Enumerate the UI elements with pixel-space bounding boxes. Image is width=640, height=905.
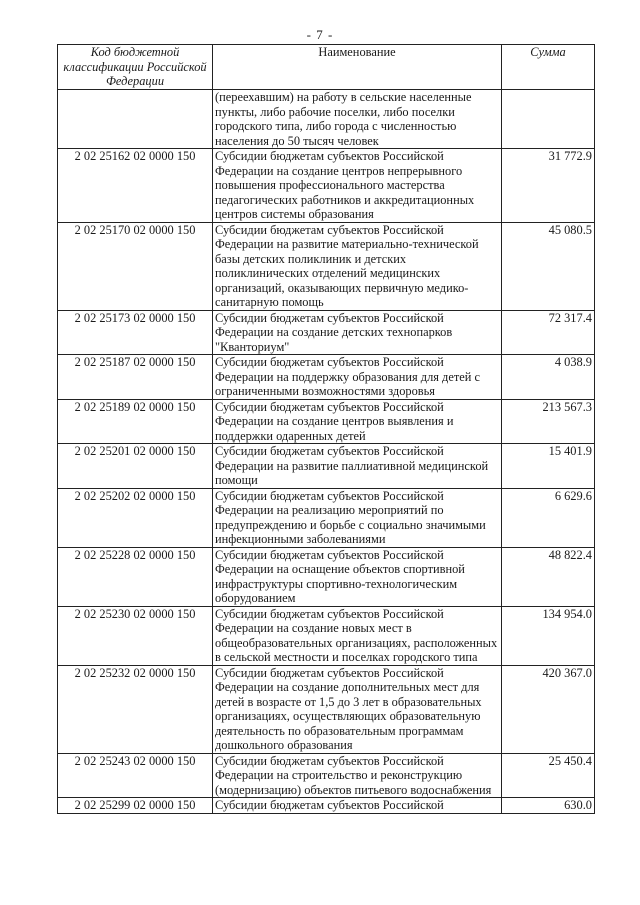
table-row (58, 90, 595, 149)
row-code: 2 02 25228 02 0000 150 (58, 547, 213, 606)
row-code: 2 02 25189 02 0000 150 (58, 399, 213, 444)
row-name: Субсидии бюджетам субъектов Российской Федерации на оснащение объектов спортивной инфраструктуры спортивно-технологическим оборудованием (213, 547, 502, 606)
row-sum (502, 90, 595, 149)
table-row (58, 665, 595, 753)
row-name: Субсидии бюджетам субъектов Российской Федерации на создание новых мест в общеобразовательных организациях, расположенных в сельской местности и поселках городского типа (213, 606, 502, 665)
table-row (58, 547, 595, 606)
row-code (58, 90, 213, 149)
page-number: - 7 - (306, 27, 334, 42)
row-sum: 630.0 (502, 798, 595, 814)
row-sum: 45 080.5 (502, 222, 595, 310)
row-sum: 4 038.9 (502, 355, 595, 400)
row-name: Субсидии бюджетам субъектов Российской Федерации на создание центров непрерывного повышения профессионального мастерства педагогических работников и аккредитационных центров системы образования (213, 149, 502, 223)
table-row (58, 753, 595, 798)
row-code: 2 02 25187 02 0000 150 (58, 355, 213, 400)
row-sum: 6 629.6 (502, 488, 595, 547)
row-code: 2 02 25173 02 0000 150 (58, 310, 213, 355)
row-name: Субсидии бюджетам субъектов Российской Федерации на развитие паллиативной медицинской помощи (213, 444, 502, 489)
row-sum: 72 317.4 (502, 310, 595, 355)
budget-table (57, 44, 595, 814)
row-name: Субсидии бюджетам субъектов Российской Федерации на строительство и реконструкцию (модернизацию) объектов питьевого водоснабжения (213, 753, 502, 798)
row-code: 2 02 25299 02 0000 150 (58, 798, 213, 814)
row-name: Субсидии бюджетам субъектов Российской Федерации на создание дополнительных мест для детей в возрасте от 1,5 до 3 лет в образовательных организациях, осуществляющих образовательную деятельность по образовательным программам дошкольного образования (213, 665, 502, 753)
table-row (58, 488, 595, 547)
row-name: Субсидии бюджетам субъектов Российской Федерации на создание детских технопарков "Кванториум" (213, 310, 502, 355)
table-row (58, 149, 595, 223)
row-name: Субсидии бюджетам субъектов Российской Федерации на поддержку образования для детей с ограниченными возможностями здоровья (213, 355, 502, 400)
row-sum: 31 772.9 (502, 149, 595, 223)
row-code: 2 02 25170 02 0000 150 (58, 222, 213, 310)
header-code: Код бюджетной классификации Российской Федерации (58, 45, 213, 90)
row-code: 2 02 25201 02 0000 150 (58, 444, 213, 489)
row-name: Субсидии бюджетам субъектов Российской Федерации на реализацию мероприятий по предупреждению и борьбе с социально значимыми инфекционными заболеваниями (213, 488, 502, 547)
table-row (58, 444, 595, 489)
row-code: 2 02 25230 02 0000 150 (58, 606, 213, 665)
row-name: Субсидии бюджетам субъектов Российской (213, 798, 502, 814)
row-name: Субсидии бюджетам субъектов Российской Федерации на создание центров выявления и поддержки одаренных детей (213, 399, 502, 444)
row-code: 2 02 25162 02 0000 150 (58, 149, 213, 223)
row-sum: 15 401.9 (502, 444, 595, 489)
table-row (58, 399, 595, 444)
row-code: 2 02 25232 02 0000 150 (58, 665, 213, 753)
table-header-row (58, 45, 595, 90)
header-sum: Сумма (502, 45, 595, 90)
header-name: Наименование (213, 45, 502, 90)
row-sum: 25 450.4 (502, 753, 595, 798)
row-code: 2 02 25243 02 0000 150 (58, 753, 213, 798)
row-code: 2 02 25202 02 0000 150 (58, 488, 213, 547)
table-row (58, 310, 595, 355)
row-sum: 134 954.0 (502, 606, 595, 665)
table-row (58, 798, 595, 814)
row-sum: 48 822.4 (502, 547, 595, 606)
table-row (58, 355, 595, 400)
table-row (58, 606, 595, 665)
row-sum: 420 367.0 (502, 665, 595, 753)
row-name: (переехавшим) на работу в сельские населенные пункты, либо рабочие поселки, либо поселки городского типа, либо города с численностью населения до 50 тысяч человек (213, 90, 502, 149)
row-name: Субсидии бюджетам субъектов Российской Федерации на развитие материально-технической базы детских поликлиник и детских поликлинических отделений медицинских организаций, оказывающих первичную медико-санитарную помощь (213, 222, 502, 310)
table-row (58, 222, 595, 310)
row-sum: 213 567.3 (502, 399, 595, 444)
